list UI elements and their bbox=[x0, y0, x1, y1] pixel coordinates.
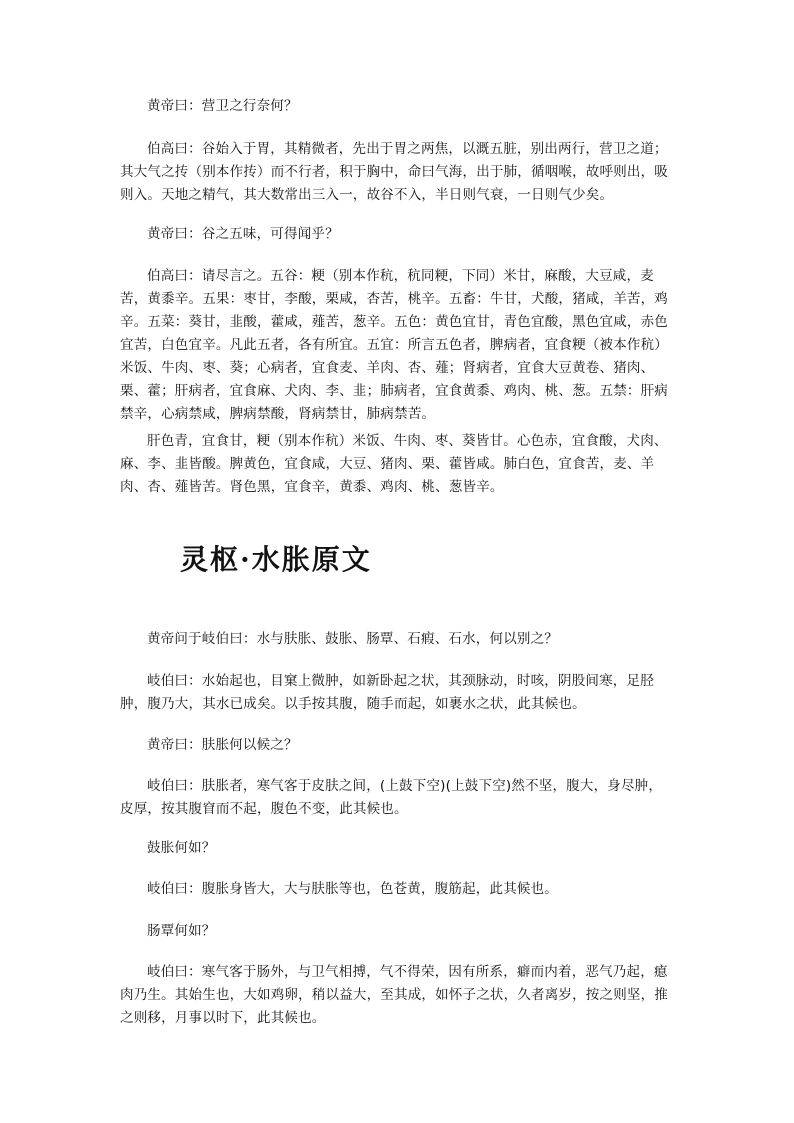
paragraph: 伯高曰：请尽言之。五谷：粳（别本作秔，秔同粳，下同）米甘，麻酸，大豆咸，麦苦，黄黍辛。五果：枣甘，李酸，栗咸，杏苦，桃辛。五畜：牛甘，犬酸，猪咸，羊苦，鸡辛。五菜：葵甘，韭酸，藿咸，薤苦，葱辛。五色：黄色宜甘，青色宜酸，黑色宜咸，赤色宜苦，白色宜辛。凡此五者，各有所宜。五宜：所言五色者，脾病者，宜食粳（被本作秔）米饭、牛肉、枣、葵；心病者，宜食麦、羊肉、杏、薤；肾病者，宜食大豆黄卷、猪肉、栗、藿；肝病者，宜食麻、犬肉、李、韭；肺病者，宜食黄黍、鸡肉、桃、葱。五禁：肝病禁辛，心病禁咸，脾病禁酸，肾病禁甘，肺病禁苦。 bbox=[120, 268, 668, 422]
paragraph: 黄帝问于岐伯曰：水与肤胀、鼓胀、肠覃、石瘕、石水，何以别之？ bbox=[147, 631, 558, 647]
paragraph: 鼓胀何如？ bbox=[147, 840, 216, 856]
paragraph: 黄帝曰：肤胀何以候之？ bbox=[147, 737, 298, 753]
section-title: 灵枢·水胀原文 bbox=[180, 543, 372, 576]
paragraph: 肝色青，宜食甘，粳（别本作秔）米饭、牛肉、枣、葵皆甘。心色赤，宜食酸，犬肉、麻、李、韭皆酸。脾黄色，宜食咸，大豆、猪肉、栗、藿皆咸。肺白色，宜食苦，麦、羊肉、杏、薤皆苦。肾色黑，宜食辛，黄黍、鸡肉、桃、葱皆辛。 bbox=[120, 433, 668, 495]
paragraph: 岐伯曰：腹胀身皆大，大与肤胀等也，色苍黄，腹筋起，此其候也。 bbox=[147, 881, 558, 897]
paragraph: 黄帝曰：营卫之行奈何？ bbox=[147, 98, 298, 114]
paragraph: 岐伯曰：水始起也，目窠上微肿，如新卧起之状，其颈脉动，时咳，阴股间寒，足胫肿，腹乃大，其水已成矣。以手按其腹，随手而起，如裹水之状，此其候也。 bbox=[120, 673, 654, 712]
paragraph: 伯高曰：谷始入于胃，其精微者，先出于胃之两焦，以溉五脏，别出两行，营卫之道；其大气之抟（别本作抟）而不行者，积于胸中，命曰气海，出于肺，循咽喉，故呼则出，吸则入。天地之精气，其大数常出三入一，故谷不入，半日则气衰，一日则气少矣。 bbox=[120, 141, 668, 203]
paragraph: 岐伯曰：肤胀者，寒气客于皮肤之间，(上鼓下空)(上鼓下空)然不坚，腹大，身尽肿，皮厚，按其腹窅而不起，腹色不变，此其候也。 bbox=[120, 778, 663, 817]
paragraph: 岐伯曰：寒气客于肠外，与卫气相搏，气不得荣，因有所系，癖而内着，恶气乃起，瘜肉乃生。其始生也，大如鸡卵，稍以益大，至其成，如怀子之状，久者离岁，按之则坚，推之则移，月事以时下，此其候也。 bbox=[120, 964, 668, 1026]
paragraph: 肠覃何如？ bbox=[147, 923, 216, 939]
paragraph: 黄帝曰：谷之五味，可得闻乎？ bbox=[147, 226, 339, 242]
